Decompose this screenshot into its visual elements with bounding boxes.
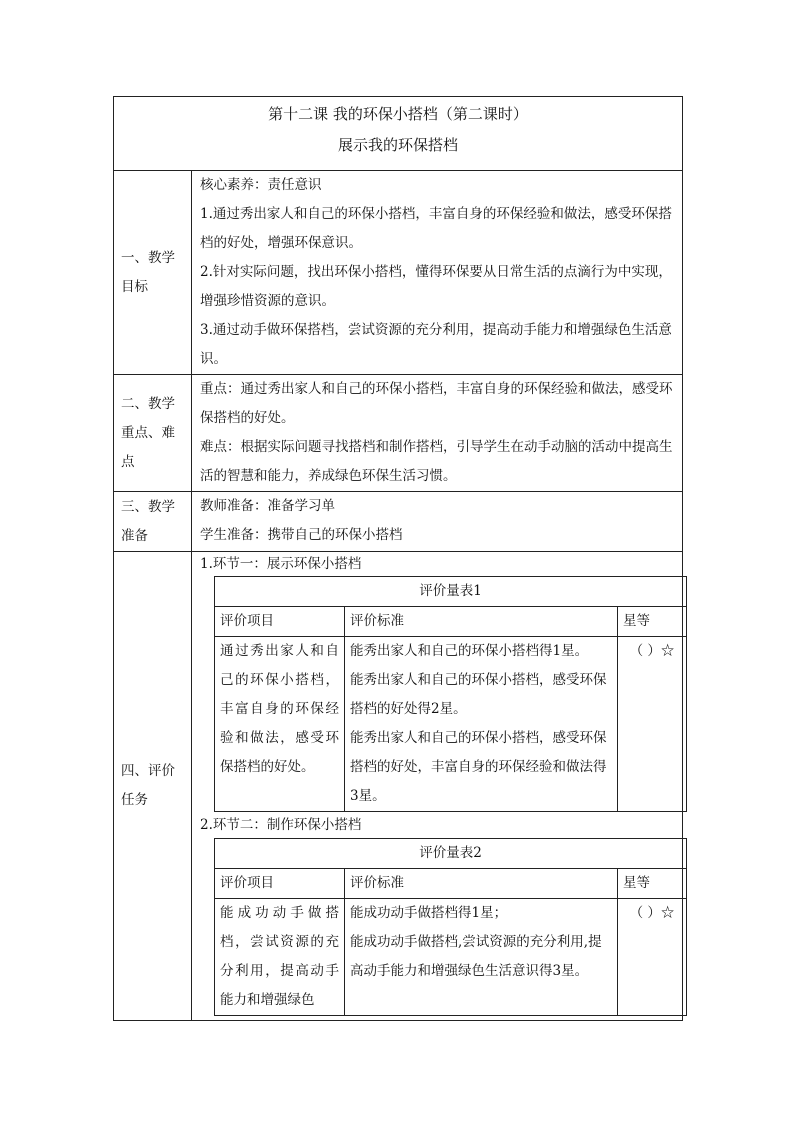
- section-row-keypoints: [114, 375, 683, 492]
- rubric-criteria: [345, 899, 618, 1016]
- section-content-goals: [192, 171, 683, 375]
- header-criteria: 评价标准: [345, 869, 618, 899]
- section-row-goals: [114, 171, 683, 375]
- step-heading: 2.环节二：制作环保小搭档: [200, 817, 362, 833]
- paragraph: 2.针对实际问题，找出环保小搭档，懂得环保要从日常生活的点滴行为中实现，增强珍惜资源的意识。: [200, 264, 672, 309]
- paragraph: 难点：根据实际问题寻找搭档和制作搭档，引导学生在动手动脑的活动中提高生活的智慧和能力，养成绿色环保生活习惯。: [200, 439, 673, 484]
- rubric-caption: 评价量表1: [215, 577, 687, 607]
- rubric-item: 通过秀出家人和自己的环保小搭档，丰富自身的环保经验和做法，感受环保搭档的好处。: [215, 637, 345, 812]
- paragraph: 学生准备：携带自己的环保小搭档: [200, 527, 403, 543]
- rubric-item: 能成功动手做搭档，尝试资源的充分利用，提高动手能力和增强绿色: [215, 899, 345, 1016]
- label-line: 点: [121, 453, 135, 470]
- criterion: 能秀出家人和自己的环保小搭档，感受环保搭档的好处得2星。: [350, 672, 607, 717]
- label-line: 准备: [121, 527, 148, 544]
- lesson-plan-table: [113, 96, 683, 1021]
- label-line: 二、教学: [121, 395, 175, 412]
- criterion: 能秀出家人和自己的环保小搭档得1星。: [350, 643, 589, 659]
- paragraph: 核心素养：责任意识: [200, 177, 322, 193]
- section-content-keypoints: [192, 375, 683, 492]
- section-label-keypoints: [114, 375, 192, 492]
- rubric-table-2: [214, 838, 687, 1016]
- label-line: 四、评价: [121, 763, 175, 779]
- rubric-caption-row: [215, 577, 687, 607]
- label-line: 三、教学: [121, 498, 175, 515]
- title-cell: [114, 97, 683, 171]
- rubric-row: [215, 899, 687, 1016]
- lesson-subtitle: 展示我的环保搭档: [337, 136, 458, 154]
- section-row-evaluation: [114, 552, 683, 1021]
- paragraph: 1.通过秀出家人和自己的环保小搭档，丰富自身的环保经验和做法，感受环保搭档的好处，增强环保意识。: [200, 206, 672, 251]
- label-line: 一、教学: [121, 249, 175, 266]
- lesson-title: 第十二课 我的环保小搭档（第二课时）: [268, 105, 528, 123]
- criterion: 能秀出家人和自己的环保小搭档，感受环保搭档的好处，丰富自身的环保经验和做法得3星。: [350, 730, 607, 804]
- rubric-row: [215, 637, 687, 812]
- rubric-header-row: [215, 607, 687, 637]
- label-line: 任务: [121, 792, 148, 808]
- rubric-criteria: [345, 637, 618, 812]
- header-criteria: 评价标准: [345, 607, 618, 637]
- rubric-table-1: [214, 576, 687, 812]
- paragraph: 教师准备：准备学习单: [200, 498, 335, 514]
- paragraph: 重点：通过秀出家人和自己的环保小搭档，丰富自身的环保经验和做法，感受环保搭档的好处。: [200, 381, 673, 426]
- label-line: 重点、难: [121, 424, 175, 441]
- section-row-preparation: [114, 492, 683, 552]
- header-stars: 星等: [618, 607, 687, 637]
- label-line: 目标: [121, 278, 148, 295]
- criterion: 能成功动手做搭档得1星；: [350, 905, 508, 921]
- header-stars: 星等: [618, 869, 687, 899]
- section-content-preparation: [192, 492, 683, 552]
- rubric-caption-row: [215, 839, 687, 869]
- star-rating-field[interactable]: （ ）☆: [618, 637, 687, 812]
- section-label-evaluation: [114, 552, 192, 1021]
- star-rating-field[interactable]: （ ）☆: [618, 899, 687, 1016]
- header-item: 评价项目: [215, 607, 345, 637]
- rubric-caption: 评价量表2: [215, 839, 687, 869]
- section-label-goals: [114, 171, 192, 375]
- criterion: 能成功动手做搭档,尝试资源的充分利用,提高动手能力和增强绿色生活意识得3星。: [350, 934, 602, 979]
- title-row: [114, 97, 683, 171]
- paragraph: 3.通过动手做环保搭档，尝试资源的充分利用，提高动手能力和增强绿色生活意识。: [200, 322, 672, 367]
- section-label-preparation: [114, 492, 192, 552]
- section-content-evaluation: [192, 552, 683, 1021]
- header-item: 评价项目: [215, 869, 345, 899]
- step-heading: 1.环节一：展示环保小搭档: [200, 556, 362, 572]
- rubric-header-row: [215, 869, 687, 899]
